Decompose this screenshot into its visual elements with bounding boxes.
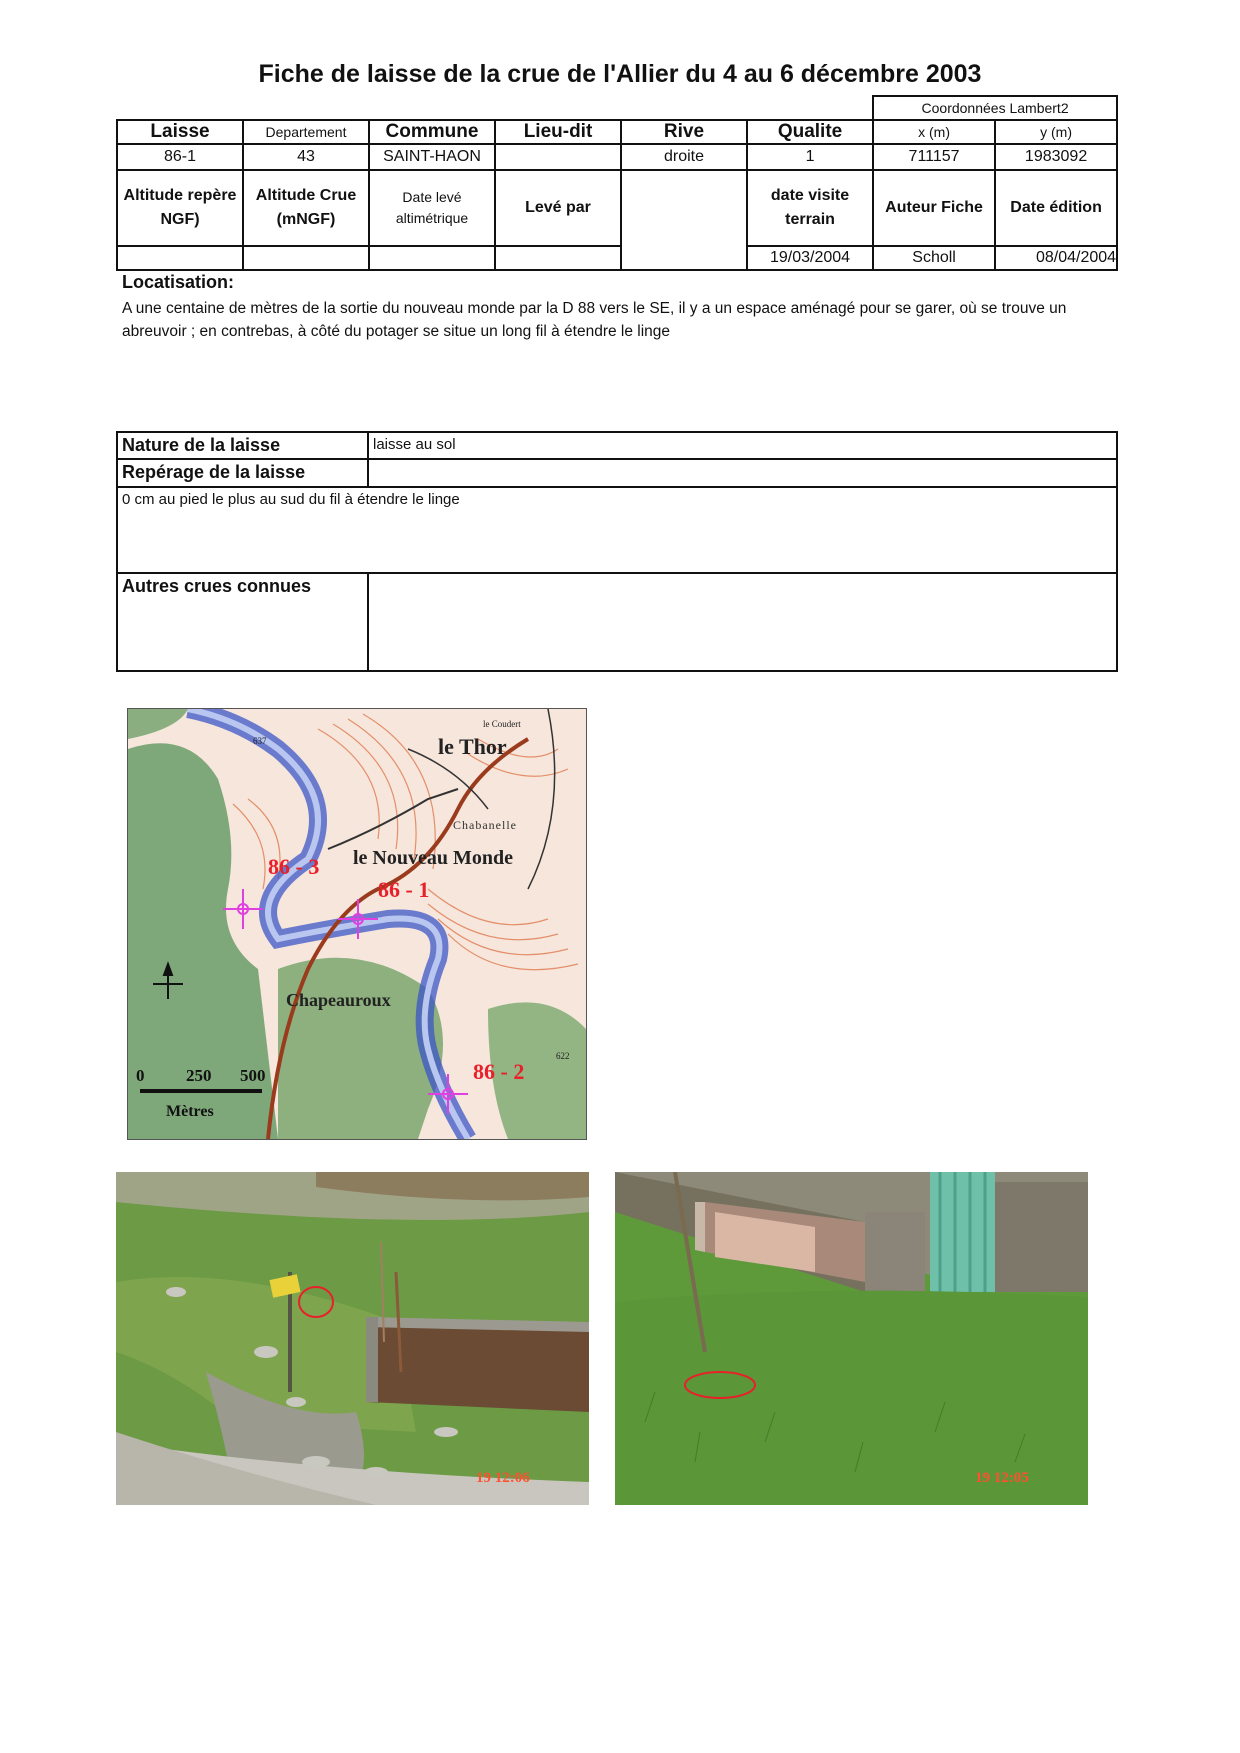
value-rive: droite (621, 144, 747, 170)
nature-table (116, 431, 1118, 672)
map-scale-500: 500 (240, 1066, 266, 1085)
autres-crues-value (368, 573, 1117, 671)
value-x: 711157 (873, 144, 995, 170)
col-altitude-repere: Altitude repère NGF) (117, 170, 243, 246)
map-svg (128, 709, 586, 1139)
map-label-le-coudert: le Coudert (483, 719, 521, 729)
value-leve-par (495, 246, 621, 270)
col-commune: Commune (369, 120, 495, 144)
location-map (127, 708, 587, 1140)
photo-1-timestamp: 19 12:06 (476, 1470, 530, 1486)
map-spot-height-1: 637 (253, 736, 267, 746)
photo-2-svg (615, 1172, 1088, 1505)
col-laisse: Laisse (117, 120, 243, 144)
header-table (116, 95, 1118, 271)
blank-cell (621, 170, 747, 270)
coordinates-group-header: Coordonnées Lambert2 (873, 96, 1117, 120)
reperage-value (368, 459, 1117, 487)
photo-2-timestamp: 19 12:05 (975, 1470, 1029, 1486)
map-marker-86-2: 86 - 2 (473, 1059, 525, 1084)
map-label-nouveau-monde: le Nouveau Monde (353, 847, 513, 869)
map-scale-bar (140, 1089, 262, 1093)
map-scale-250: 250 (186, 1066, 212, 1085)
value-departement: 43 (243, 144, 369, 170)
value-altitude-repere (117, 246, 243, 270)
value-date-leve (369, 246, 495, 270)
map-marker-86-1: 86 - 1 (378, 877, 430, 902)
value-y: 1983092 (995, 144, 1117, 170)
localisation-text: A une centaine de mètres de la sortie du nouveau monde par la D 88 vers le SE, il y a un espace aménagé pour se garer, où se trouve un abreuvoir ; en contrebas, à côté du potager se situe un long fil à étendre le linge (122, 300, 1067, 340)
localisation-label: Locatisation: (122, 272, 235, 292)
col-date-edition: Date édition (995, 170, 1117, 246)
value-date-edition: 08/04/2004 (995, 246, 1117, 270)
site-photo-2 (615, 1172, 1088, 1505)
map-scale-unit: Mètres (166, 1103, 214, 1120)
col-altitude-crue: Altitude Crue (mNGF) (243, 170, 369, 246)
map-label-le-thor: le Thor (438, 734, 507, 759)
map-label-chabanelle: Chabanelle (453, 818, 517, 832)
description-text: 0 cm au pied le plus au sud du fil à étendre le linge (117, 487, 1117, 573)
nature-value: laisse au sol (368, 432, 1117, 459)
value-qualite: 1 (747, 144, 873, 170)
page-title: Fiche de laisse de la crue de l'Allier du 4 au 6 décembre 2003 (258, 60, 982, 88)
col-rive: Rive (621, 120, 747, 144)
value-lieu-dit (495, 144, 621, 170)
map-label-chapeauroux: Chapeauroux (286, 990, 391, 1010)
col-date-leve: Date levé altimétrique (369, 170, 495, 246)
col-x: x (m) (873, 120, 995, 144)
map-spot-height-2: 622 (556, 1051, 570, 1061)
site-photo-1 (116, 1172, 589, 1505)
value-date-visite: 19/03/2004 (747, 246, 873, 270)
col-date-visite: date visite terrain (747, 170, 873, 246)
value-auteur-fiche: Scholl (873, 246, 995, 270)
photo-1-svg (116, 1172, 589, 1505)
col-lieu-dit: Lieu-dit (495, 120, 621, 144)
col-auteur-fiche: Auteur Fiche (873, 170, 995, 246)
map-marker-86-3: 86 - 3 (268, 854, 320, 879)
value-laisse: 86-1 (117, 144, 243, 170)
autres-crues-label: Autres crues connues (117, 573, 368, 671)
value-altitude-crue (243, 246, 369, 270)
reperage-label: Repérage de la laisse (117, 459, 368, 487)
value-commune: SAINT-HAON (369, 144, 495, 170)
nature-label: Nature de la laisse (117, 432, 368, 459)
map-scale-0: 0 (136, 1066, 145, 1085)
col-leve-par: Levé par (495, 170, 621, 246)
col-qualite: Qualite (747, 120, 873, 144)
col-departement: Departement (243, 120, 369, 144)
col-y: y (m) (995, 120, 1117, 144)
